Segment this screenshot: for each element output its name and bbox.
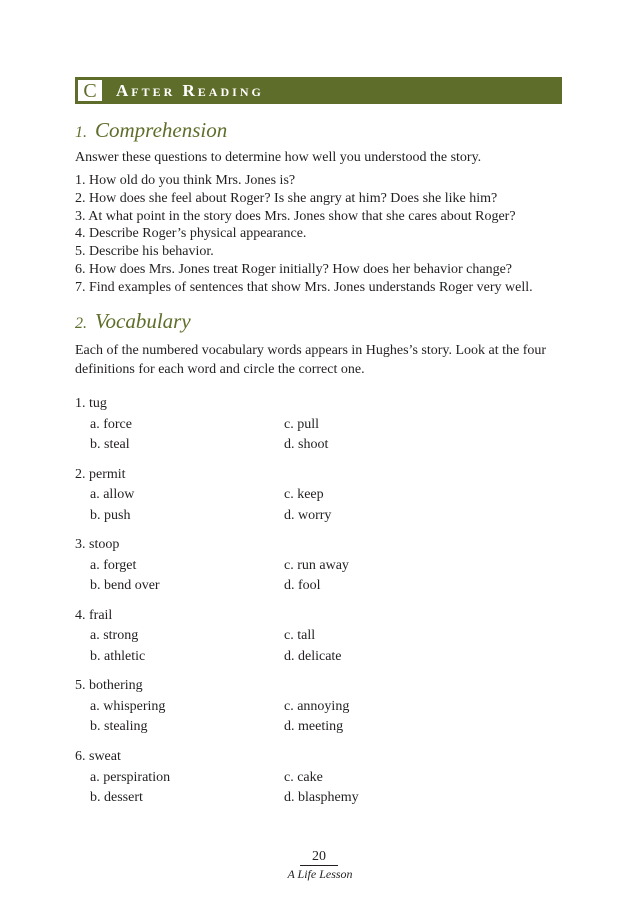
vocab-option-a: a. force bbox=[90, 416, 132, 432]
section-letter: C bbox=[78, 80, 102, 101]
vocab-option-a: a. perspiration bbox=[90, 769, 171, 785]
question-item: 4. Describe Roger’s physical appearance. bbox=[75, 226, 307, 242]
vocab-option-d: d. blasphemy bbox=[284, 790, 359, 805]
comprehension-title: Comprehension bbox=[95, 118, 228, 142]
question-item: 1. How old do you think Mrs. Jones is? bbox=[75, 173, 296, 188]
question-list bbox=[75, 172, 575, 297]
vocab-option-a: a. forget bbox=[90, 557, 137, 573]
vocab-item bbox=[75, 747, 555, 805]
running-footer-title: A Life Lesson bbox=[287, 867, 353, 881]
vocab-word: 5. bothering bbox=[75, 678, 143, 694]
vocab-item bbox=[75, 535, 555, 594]
vocab-word: 3. stoop bbox=[75, 537, 120, 553]
vocab-option-c: c. annoying bbox=[284, 698, 350, 714]
vocab-item bbox=[75, 465, 555, 523]
page-number: 20 bbox=[300, 849, 338, 866]
question-item: 5. Describe his behavior. bbox=[75, 244, 214, 260]
vocab-option-a: a. allow bbox=[90, 487, 135, 503]
vocab-option-b: b. stealing bbox=[90, 719, 148, 735]
vocab-option-c: c. cake bbox=[284, 769, 323, 785]
vocabulary-heading bbox=[75, 309, 191, 336]
vocab-option-a: a. strong bbox=[90, 628, 139, 644]
vocabulary-number: 2. bbox=[75, 315, 87, 332]
vocabulary-intro: Each of the numbered vocabulary words appears in Hughes’s story. Look at the four definitions for each word and circle the correct one. bbox=[75, 343, 547, 377]
vocab-option-d: d. delicate bbox=[284, 648, 342, 664]
vocab-option-d: d. fool bbox=[284, 578, 321, 594]
vocab-option-b: b. push bbox=[90, 507, 131, 523]
vocab-option-d: d. worry bbox=[284, 507, 332, 523]
vocab-option-d: d. meeting bbox=[284, 719, 344, 735]
section-banner bbox=[75, 77, 562, 104]
vocab-option-b: b. athletic bbox=[90, 648, 146, 664]
vocab-word: 6. sweat bbox=[75, 749, 121, 764]
vocabulary-title: Vocabulary bbox=[95, 309, 191, 333]
comprehension-number: 1. bbox=[75, 124, 87, 141]
vocab-option-c: c. run away bbox=[284, 557, 349, 573]
vocab-option-b: b. bend over bbox=[90, 578, 160, 594]
vocab-option-c: c. tall bbox=[284, 628, 316, 644]
question-item: 6. How does Mrs. Jones treat Roger initially? How does her behavior change? bbox=[75, 261, 512, 277]
comprehension-intro: Answer these questions to determine how well you understood the story. bbox=[75, 150, 482, 165]
section-title: After Reading bbox=[116, 80, 264, 100]
vocab-word: 1. tug bbox=[75, 396, 107, 411]
vocab-option-d: d. shoot bbox=[284, 437, 329, 452]
vocab-word: 4. frail bbox=[75, 607, 113, 623]
question-item: 3. At what point in the story does Mrs. Jones show that she cares about Roger? bbox=[75, 208, 516, 224]
vocab-option-c: c. pull bbox=[284, 416, 319, 432]
comprehension-heading bbox=[75, 118, 227, 145]
vocab-item bbox=[75, 676, 555, 735]
question-item: 7. Find examples of sentences that show Mrs. Jones understands Roger very well. bbox=[75, 279, 533, 295]
vocab-option-a: a. whispering bbox=[90, 698, 166, 714]
vocab-word: 2. permit bbox=[75, 466, 126, 482]
vocab-option-b: b. steal bbox=[90, 437, 130, 452]
question-item: 2. How does she feel about Roger? Is she angry at him? Does she like him? bbox=[75, 190, 498, 206]
vocab-option-b: b. dessert bbox=[90, 790, 143, 805]
vocab-item bbox=[75, 606, 555, 664]
vocab-item bbox=[75, 394, 555, 452]
vocab-option-c: c. keep bbox=[284, 487, 324, 503]
